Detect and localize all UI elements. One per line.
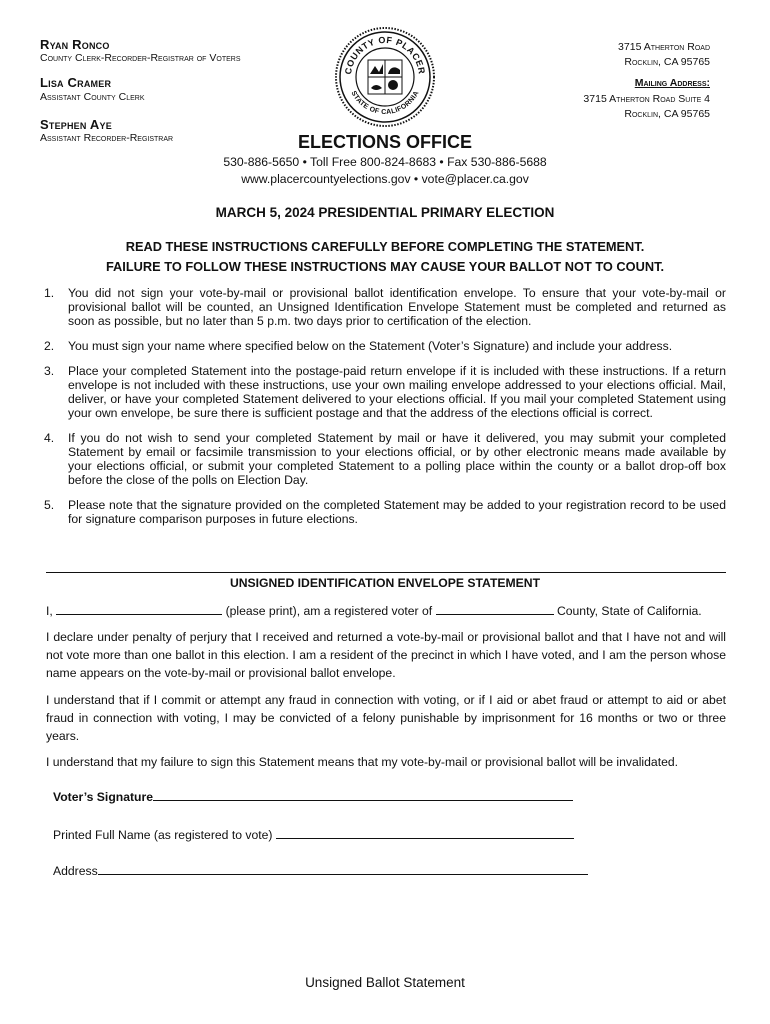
- instruction-item: [40, 286, 726, 328]
- assistant-recorder-name: Stephen Aye: [40, 117, 112, 132]
- assistant-recorder-title: Assistant Recorder-Registrar: [40, 132, 174, 144]
- clerk-title: County Clerk-Recorder-Registrar of Voters: [40, 52, 241, 64]
- signature-field[interactable]: [153, 788, 573, 801]
- instruction-number: 5.: [44, 498, 55, 512]
- instruction-number: 4.: [44, 431, 55, 445]
- statement-heading: UNSIGNED IDENTIFICATION ENVELOPE STATEMENT: [229, 576, 541, 590]
- signature-label: Voter’s Signature: [53, 790, 154, 804]
- declaration-paragraph-2: I understand that if I commit or attempt any fraud in connection with voting, or if I aid or abet fraud or attempt to aid or abet fraud in connection with voting, I may be convicted of a felony punishable by imprisonment for 16 months or two or three years.: [46, 693, 726, 743]
- county-field[interactable]: [436, 602, 554, 615]
- instruction-text: Please note that the signature provided on the completed Statement may be added to your registration record to be used for signature comparison purposes in future elections.: [68, 498, 726, 526]
- instruction-item: [40, 364, 726, 420]
- address-row: [53, 862, 588, 878]
- voter-middle-text: (please print), am a registered voter of: [225, 604, 433, 618]
- voter-suffix: County, State of California.: [556, 604, 702, 618]
- contact-phone-line: 530-886-5650 • Toll Free 800-824-8683 • Fax 530-886-5688: [223, 155, 547, 169]
- seal-top-text: COUNTY OF PLACER: [343, 34, 427, 76]
- printed-name-label: Printed Full Name (as registered to vote): [53, 828, 273, 842]
- assistant-clerk-title: Assistant County Clerk: [40, 91, 145, 103]
- instructions-list: [40, 286, 726, 537]
- warning-line-1: READ THESE INSTRUCTIONS CAREFULLY BEFORE COMPLETING THE STATEMENT.: [125, 239, 645, 254]
- instruction-text: If you do not wish to send your completed Statement by mail or have it delivered, you may submit your completed Statement by email or facsimile transmission to your elections official, or by other electronic means made available by your elections official, or submit your completed Statement to a polling place within the county or a ballot drop-off box before the close of the polls on Election Day.: [68, 431, 726, 487]
- street-address: 3715 Atherton Road: [618, 41, 710, 53]
- assistant-clerk-name: Lisa Cramer: [40, 75, 112, 90]
- section-divider: [46, 572, 726, 573]
- voter-prefix: I,: [46, 604, 53, 618]
- address-field[interactable]: [98, 862, 588, 875]
- street-city: Rocklin, CA 95765: [624, 56, 710, 68]
- warning-line-2: FAILURE TO FOLLOW THESE INSTRUCTIONS MAY CAUSE YOUR BALLOT NOT TO COUNT.: [105, 259, 665, 274]
- mailing-address-label: Mailing Address:: [634, 77, 710, 89]
- signature-row: [53, 788, 573, 804]
- instruction-number: 1.: [44, 286, 55, 300]
- clerk-name: Ryan Ronco: [40, 37, 110, 52]
- instruction-item: [40, 431, 726, 487]
- printed-name-field[interactable]: [276, 826, 574, 839]
- instruction-number: 2.: [44, 339, 55, 353]
- address-label: Address: [53, 864, 98, 878]
- page-footer: Unsigned Ballot Statement: [305, 975, 465, 990]
- mailing-city: Rocklin, CA 95765: [624, 108, 710, 120]
- contact-web-line: www.placercountyelections.gov • vote@placer.ca.gov: [241, 172, 529, 186]
- printed-name-row: [53, 826, 574, 842]
- seal-bottom-text: STATE OF CALIFORNIA: [349, 89, 421, 117]
- election-title: MARCH 5, 2024 PRESIDENTIAL PRIMARY ELECTION: [215, 205, 555, 220]
- instruction-text: You did not sign your vote-by-mail or provisional ballot identification envelope. To ensure that your vote-by-mail or provisional ballot will be counted, an Unsigned Identification Envelope Statement must be completed and returned as soon as possible, but no later than 5 p.m. two days prior to certification of the election.: [68, 286, 726, 328]
- voter-name-field[interactable]: [56, 602, 222, 615]
- instruction-item: [40, 339, 726, 353]
- declaration-paragraph-3: I understand that my failure to sign this Statement means that my vote-by-mail or provisional ballot will be invalidated.: [46, 755, 679, 769]
- instruction-number: 3.: [44, 364, 55, 378]
- instruction-text: Place your completed Statement into the postage-paid return envelope if it is included with these instructions. If a return envelope is not included with these instructions, use your own mailing envelope addressed to your elections official. Mail, deliver, or have your completed Statement delivered to your elections official. If you mail your completed Statement using your own envelope, be sure there is sufficient postage and that the address of the elections official is correct.: [68, 364, 726, 420]
- office-title: ELECTIONS OFFICE: [297, 132, 472, 152]
- declaration-paragraph-1: I declare under penalty of perjury that I received and returned a vote-by-mail or provisional ballot and that I have not and will not vote more than one ballot in this election. I am a resident of the precinct in which I have voted, and I am the person whose name appears on the vote-by-mail or provisional ballot envelope.: [46, 630, 726, 680]
- county-seal-logo: [334, 26, 436, 128]
- mailing-street: 3715 Atherton Road Suite 4: [583, 93, 710, 105]
- voter-declaration-line: [46, 602, 726, 618]
- instruction-text: You must sign your name where specified below on the Statement (Voter’s Signature) and include your address.: [68, 339, 673, 353]
- instruction-item: [40, 498, 726, 526]
